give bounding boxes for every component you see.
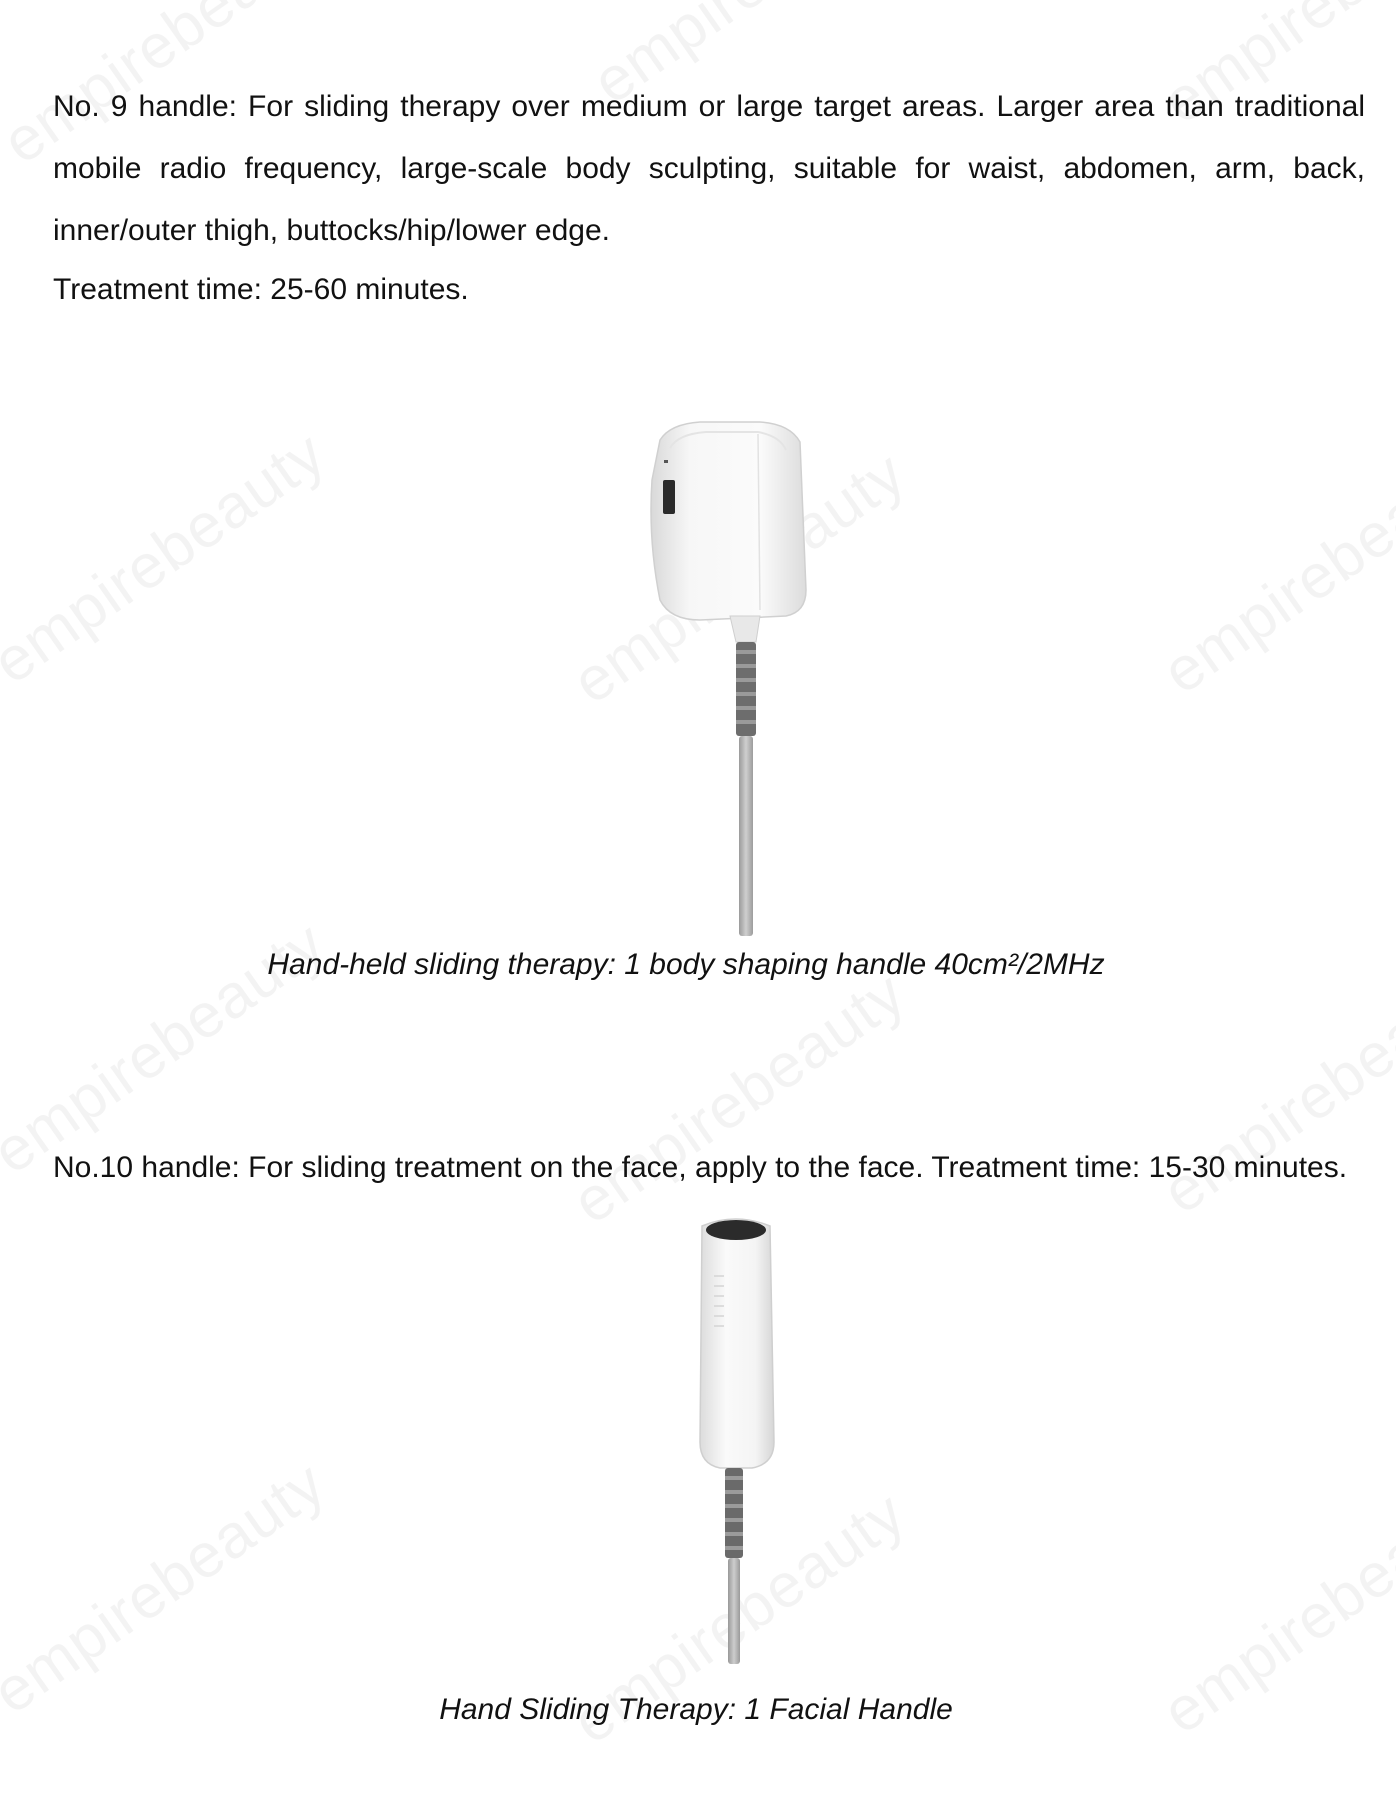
facial-handle-caption: Hand Sliding Therapy: 1 Facial Handle <box>439 1693 953 1726</box>
handle-9-description: No. 9 handle: For sliding therapy over medium or large target areas. Larger area than traditional mobile radio frequency, large-scale body sculpting, suitable for waist, abdomen, arm, back, inner/outer thigh, buttocks/hip/lower edge. <box>53 90 1365 247</box>
watermark-text <box>560 958 918 1239</box>
watermark-text <box>0 1448 338 1729</box>
handle-9-treatment-time: Treatment time: 25-60 minutes. <box>53 273 469 306</box>
body-shaping-handle-image <box>630 420 820 940</box>
facial-handle-image <box>680 1212 790 1667</box>
watermark-text <box>0 418 338 699</box>
watermark-text <box>1150 428 1396 709</box>
handle-10-description: No.10 handle: For sliding treatment on the face, apply to the face. Treatment time: 15-30 minutes. <box>53 1151 1348 1184</box>
body-shaping-handle-caption: Hand-held sliding therapy: 1 body shaping handle 40cm²/2MHz <box>267 948 1105 981</box>
